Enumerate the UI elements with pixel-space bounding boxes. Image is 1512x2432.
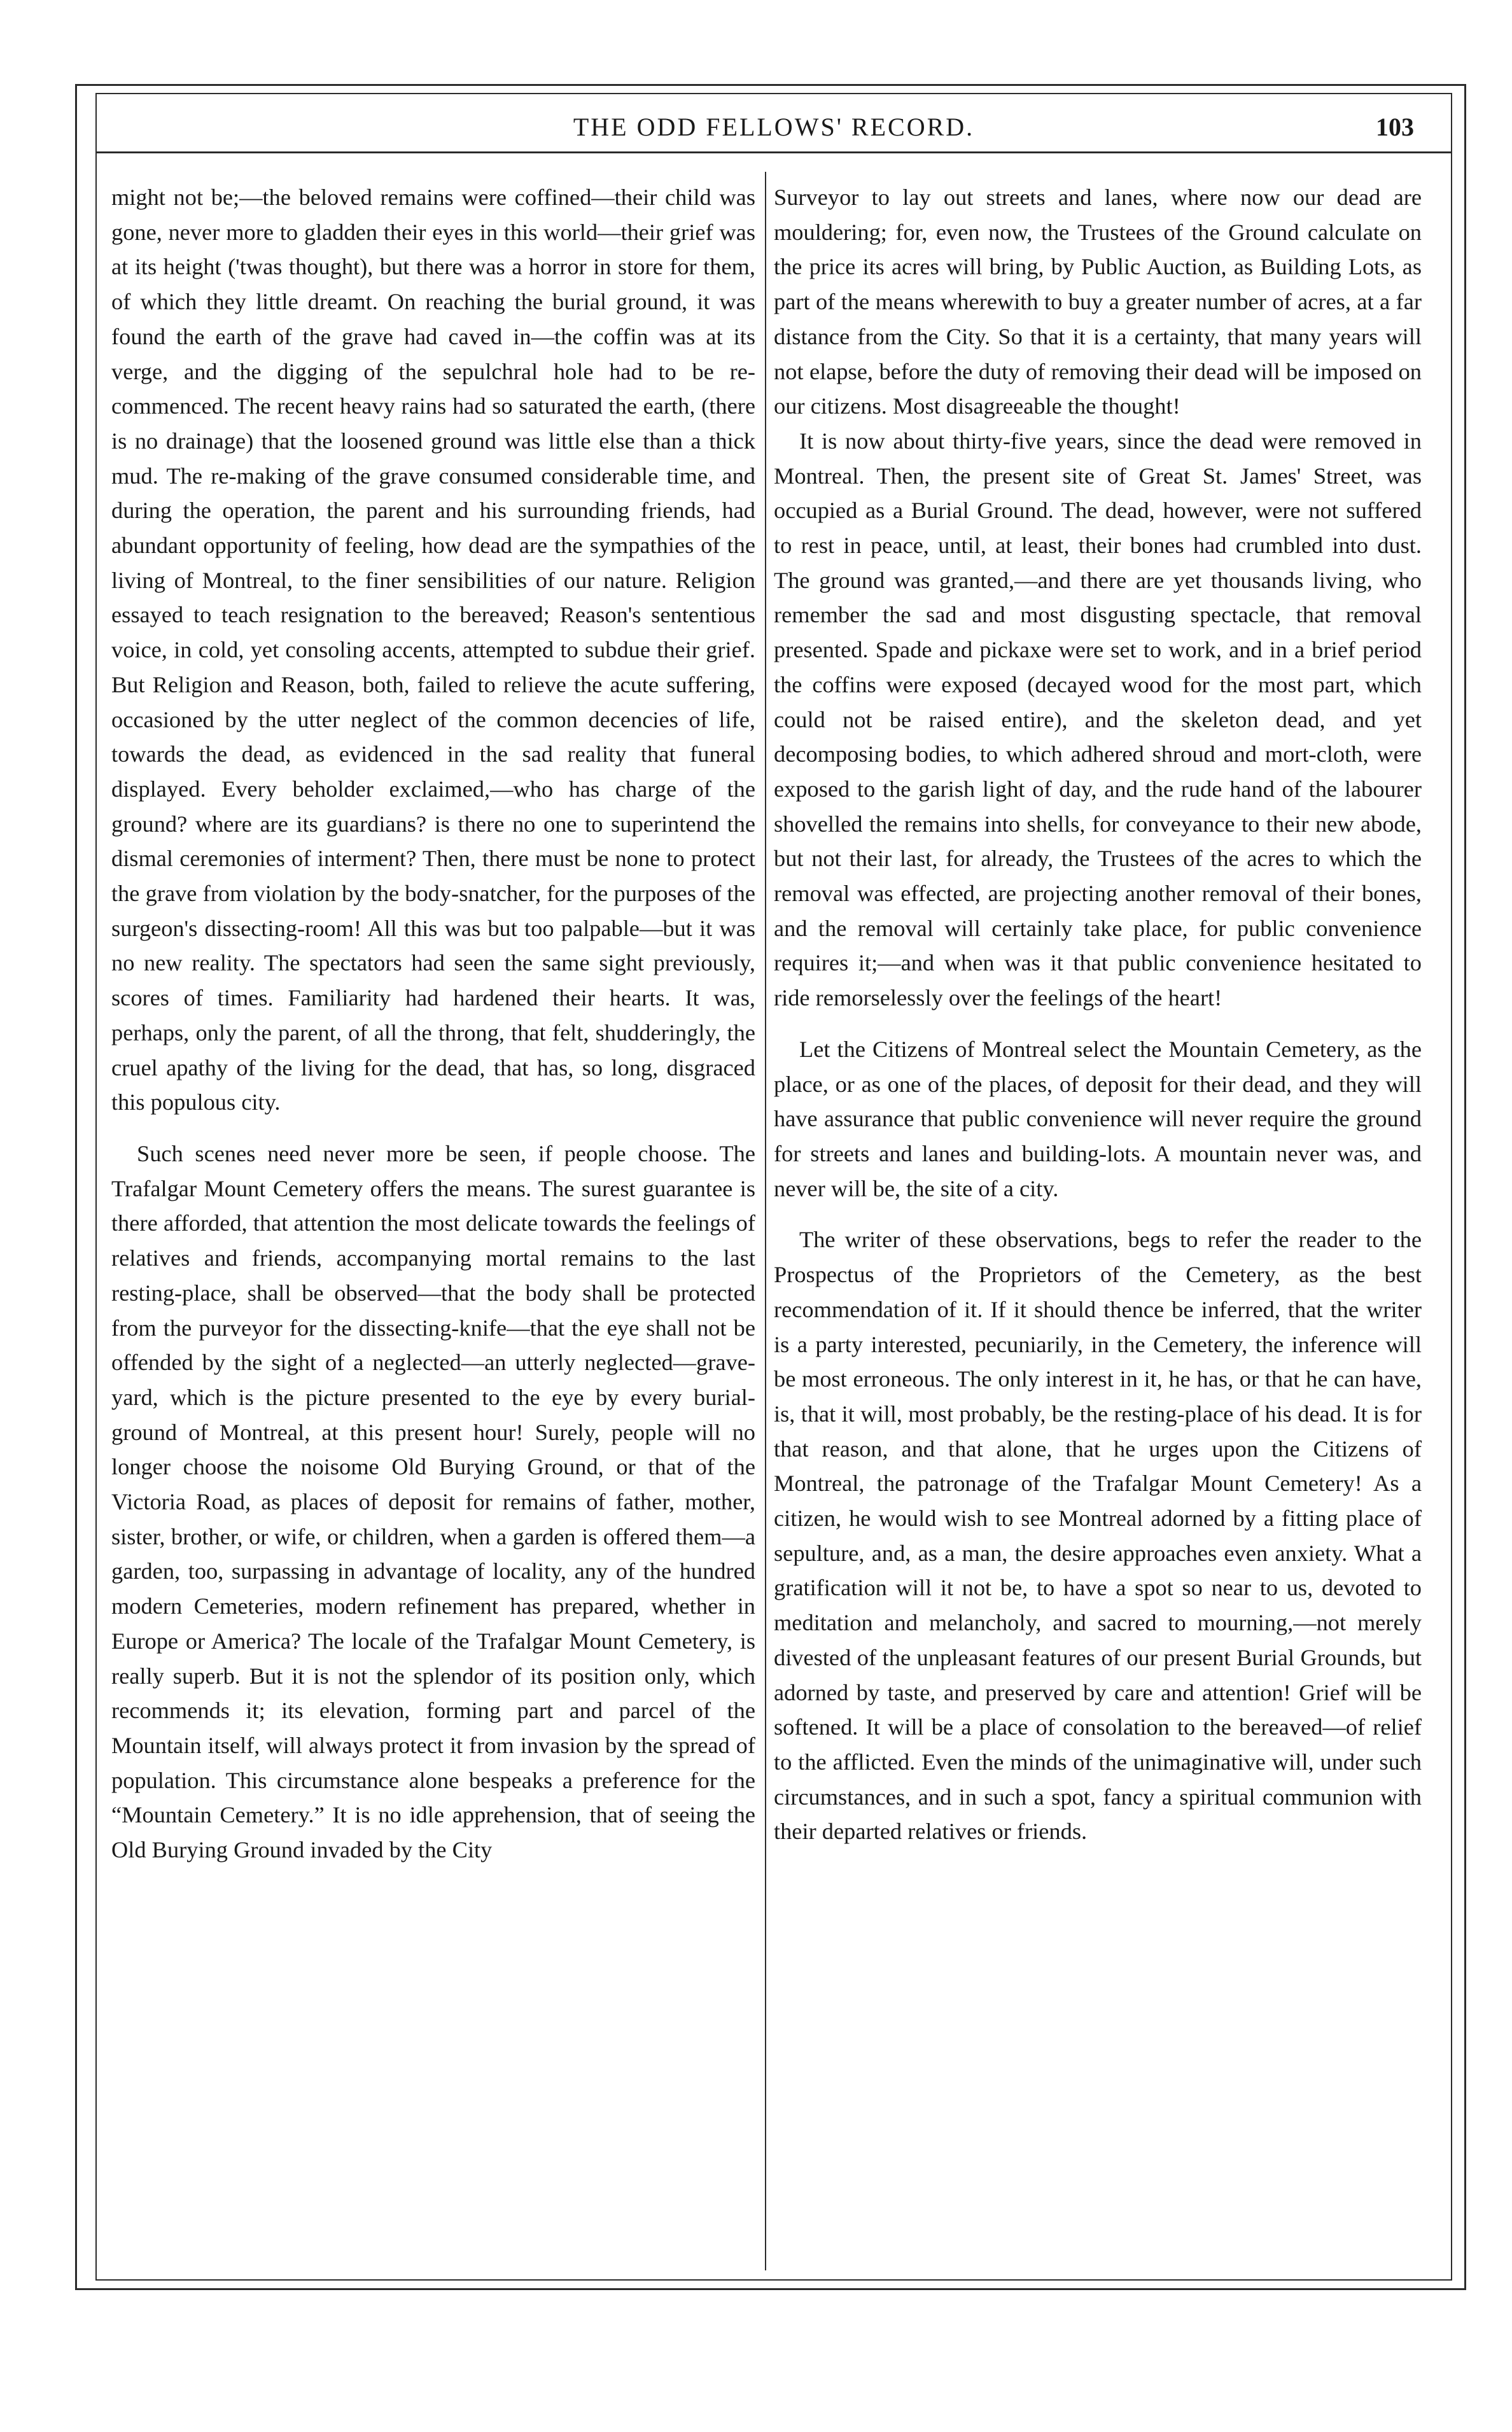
page-number: 103 (1376, 113, 1414, 141)
right-text-column (774, 180, 1422, 1849)
running-title: THE ODD FELLOWS' RECORD. (573, 113, 975, 141)
paragraph: Such scenes need never more be seen, if people choose. The Trafalgar Mount Cemetery offers the means. The surest guarantee is there afforded, that attention the most delicate towards the feelings of relatives and friends, accompanying mortal remains to the last resting-place, shall be observed—that the body shall be protected from the purveyor for the dissecting-knife—that the eye shall not be offended by the sight of a neglected—an utterly neglected—grave-yard, which is the picture presented to the eye by every burial-ground of Montreal, at this present hour! Surely, people will no longer choose the noisome Old Burying Ground, or that of the Victoria Road, as places of deposit for remains of father, mother, sister, brother, or wife, or children, when a garden is offered them—a garden, too, surpassing in advantage of locality, any of the hundred modern Cemeteries, modern refinement has prepared, whether in Europe or America? The locale of the Trafalgar Mount Cemetery, is really superb. But it is not the splendor of its position only, which recommends it; its elevation, forming part and parcel of the Mountain itself, will always protect it from invasion by the spread of population. This circumstance alone bespeaks a preference for the “Mountain Cemetery.” It is no idle apprehension, that of seeing the Old Burying Ground invaded by the City (111, 1140, 755, 1863)
header-underline-rule (95, 151, 1452, 153)
top-border-rule-outer (75, 84, 1466, 86)
left-border-rule-outer (75, 84, 77, 2290)
left-border-rule-inner (95, 93, 97, 2281)
bottom-border-rule-outer (75, 2288, 1466, 2290)
left-text-column (111, 180, 755, 1868)
running-head (95, 107, 1452, 151)
paragraph: It is now about thirty-five years, since the dead were removed in Montreal. Then, the present site of Great St. James' Street, was occupied as a Burial Ground. The dead, however, were not suffered to rest in peace, until, at least, their bones had crumbled into dust. The ground was granted,—and there are yet thousands living, who remember the sad and most disgusting spectacle, that removal presented. Spade and pickaxe were set to work, and in a brief period the coffins were exposed (decayed wood for the most part, which could not be raised entire), and the skeleton dead, and yet decomposing bodies, to which adhered shroud and mort-cloth, were exposed to the garish light of day, and the rude hand of the labourer shovelled the remains into shells, for conveyance to their new abode, but not their last, for already, the Trustees of the acres to which the removal was effected, are projecting another removal of their bones, and the removal will certainly take place, for public convenience requires it;—and when was it that public convenience hesitated to ride remorselessly over the feelings of the heart! (774, 428, 1422, 1011)
paragraph: Surveyor to lay out streets and lanes, where now our dead are mouldering; for, even now, the Trustees of the Ground calculate on the price its acres will bring, by Public Auction, as Building Lots, as part of the means wherewith to buy a greater number of acres, at a far distance from the City. So that it is a certainty, that many years will not elapse, before the duty of removing their dead will be imposed on our citizens. Most disagreeable the thought! (774, 185, 1422, 419)
paragraph: The writer of these observations, begs to refer the reader to the Prospectus of the Proprietors of the Cemetery, as the best recommendation of it. If it should thence be inferred, that the writer is a party interested, pecuniarily, in the Cemetery, the inference will be most erroneous. The only interest in it, he has, or that he can have, is, that it will, most probably, be the resting-place of his dead. It is for that reason, and that alone, that he urges upon the Citizens of Montreal, the patronage of the Trafalgar Mount Cemetery! As a citizen, he would wish to see Montreal adorned by a fitting place of sepulture, and, as a man, the desire approaches even anxiety. What a gratification will it not be, to have a spot so near to us, devoted to meditation and melancholy, and sacred to mourning,—not merely divested of the unpleasant features of our present Burial Grounds, but adorned by taste, and preserved by care and attention! Grief will be softened. It will be a place of consolation to the bereaved—of relief to the afflicted. Even the minds of the unimaginative will, under such circumstances, and in such a spot, fancy a spiritual communion with their departed relatives or friends. (774, 1227, 1422, 1845)
paragraph: might not be;—the beloved remains were coffined—their child was gone, never more to gladden their eyes in this world—their grief was at its height ('twas thought), but there was a horror in store for them, of which they little dreamt. On reaching the burial ground, it was found the earth of the grave had caved in—the coffin was at its verge, and the digging of the sepulchral hole had to be re-commenced. The recent heavy rains had so saturated the earth, (there is no drainage) that the loosened ground was little else than a thick mud. The re-making of the grave consumed considerable time, and during the operation, the parent and his surrounding friends, had abundant opportunity of feeling, how dead are the sympathies of the living of Montreal, to the finer sensibilities of our nature. Religion essayed to teach resignation to the bereaved; Reason's sententious voice, in cold, yet consoling accents, attempted to subdue their grief. But Religion and Reason, both, failed to relieve the acute suffering, occasioned by the utter neglect of the common decencies of life, towards the dead, as evidenced in the sad reality that funeral displayed. Every beholder exclaimed,—who has charge of the ground? where are its guardians? is there no one to superintend the dismal ceremonies of interment? Then, there must be none to protect the grave from violation by the body-snatcher, for the purposes of the surgeon's dissecting-room! All this was but too palpable—but it was no new reality. The spectators had seen the same sight previously, scores of times. Familiarity had hardened their hearts. It was, perhaps, only the parent, of all the throng, that felt, shudderingly, the cruel apathy of the living for the dead, that has, so long, disgraced this populous city. (111, 185, 755, 1115)
column-divider-rule (765, 172, 766, 2270)
paragraph: Let the Citizens of Montreal select the Mountain Cemetery, as the place, or as one of the places, of deposit for their dead, and they will have assurance that public convenience will never require the ground for streets and lanes and building-lots. A mountain never was, and never will be, the site of a city. (774, 1036, 1422, 1201)
right-border-rule-inner (1451, 93, 1452, 2281)
top-border-rule-inner (95, 93, 1452, 94)
right-border-rule-outer (1464, 84, 1466, 2290)
bottom-border-rule-inner (95, 2279, 1452, 2281)
